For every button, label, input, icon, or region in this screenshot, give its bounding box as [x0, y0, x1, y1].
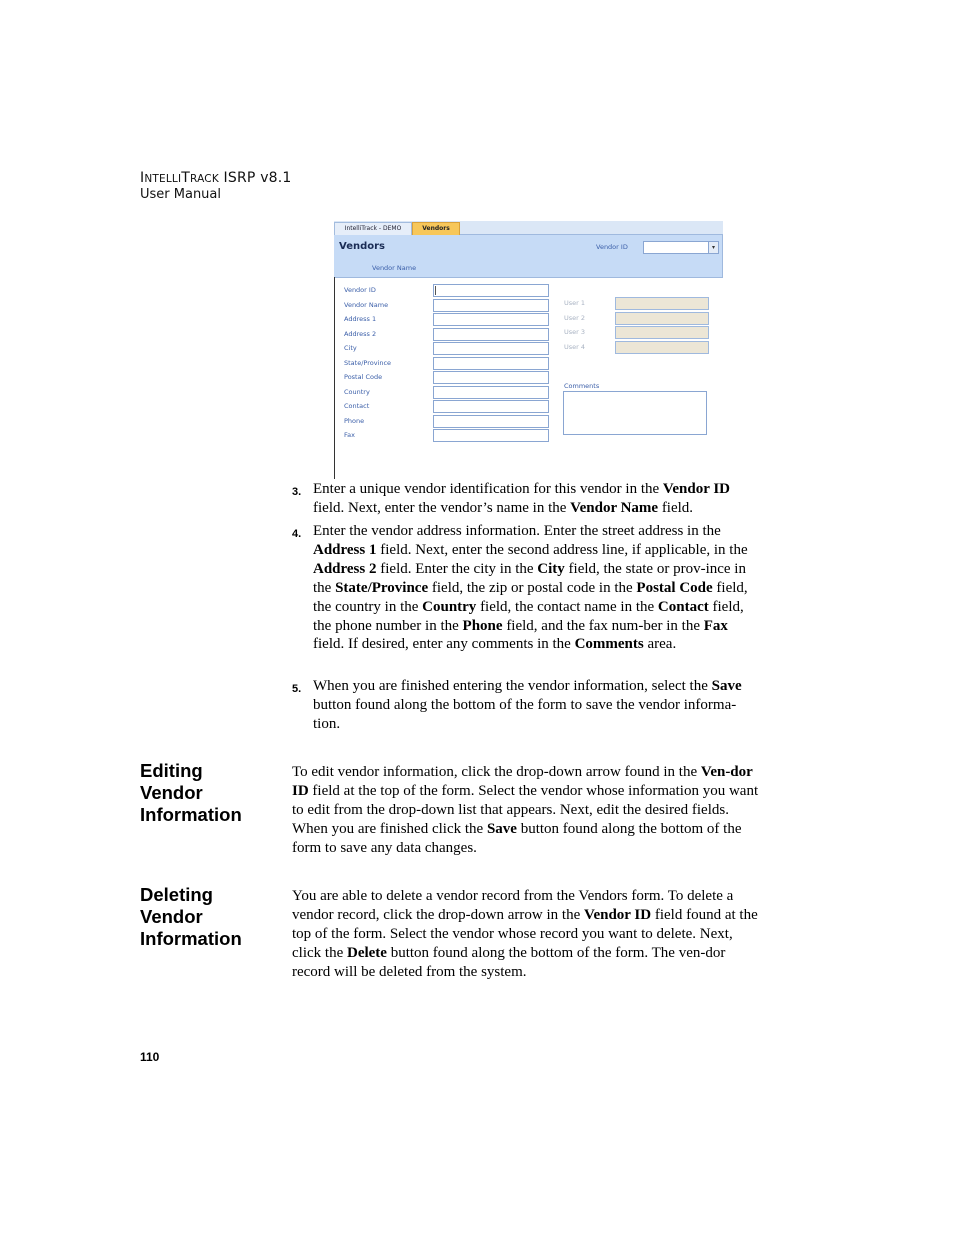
page-number: 110	[140, 1050, 160, 1064]
text-run: field. Enter the city in the	[376, 560, 538, 577]
field-label-vendor-id: Vendor ID	[344, 286, 376, 294]
field-state-province[interactable]	[433, 357, 549, 370]
field-label-user-4: User 4	[564, 343, 586, 351]
field-user-2[interactable]	[615, 312, 709, 325]
field-label-contact: Contact	[344, 402, 370, 410]
field-user-3[interactable]	[615, 326, 709, 339]
form-left-border	[334, 277, 335, 479]
text-run: field. Next, enter the second address line, if applicable, in the	[376, 541, 748, 558]
heading-line: Editing	[140, 760, 203, 781]
text-run: field, the country in the	[313, 579, 748, 615]
vendor-id-combo[interactable]	[643, 241, 719, 254]
field-city[interactable]	[433, 342, 549, 355]
step-number: 4.	[292, 528, 302, 540]
step-text	[313, 522, 758, 654]
bold-term: Fax	[703, 617, 728, 634]
bold-term: Save	[486, 820, 517, 837]
section-paragraph	[292, 887, 762, 982]
field-user-1[interactable]	[615, 297, 709, 310]
text-run: button found along the bottom of the form. The ven-dor record will be deleted from the system.	[292, 944, 726, 980]
field-label-user-2: User 2	[564, 314, 586, 322]
comments-label: Comments	[564, 382, 600, 390]
field-label-state-province: State/Province	[344, 359, 392, 367]
text-run: You are able to delete a vendor record from the Vendors form. To delete a vendor record, click the drop-down arrow in the	[292, 888, 734, 923]
heading-line: Vendor	[140, 906, 203, 927]
text-run: field at the top of the form. Select the vendor whose information you want to edit from the drop-down list that appears. Next, edit the desired fields. When you are finished click the	[292, 782, 759, 837]
step-text	[313, 677, 758, 734]
field-label-country: Country	[344, 388, 370, 396]
bold-term: Country	[422, 598, 477, 615]
field-label-fax: Fax	[344, 431, 355, 439]
bold-term: City	[537, 560, 565, 577]
step-item	[292, 480, 758, 518]
text-run: button found along the bottom of the form to save the vendor informa-tion.	[313, 696, 737, 732]
vendor-id-lookup-label: Vendor ID	[596, 243, 628, 251]
step-item	[292, 522, 758, 654]
field-label-postal-code: Postal Code	[344, 373, 383, 381]
vendor-name-header-label: Vendor Name	[372, 264, 417, 272]
field-user-4[interactable]	[615, 341, 709, 354]
field-fax[interactable]	[433, 429, 549, 442]
field-label-user-1: User 1	[564, 299, 586, 307]
heading-line: Deleting	[140, 884, 213, 905]
text-run: field.	[658, 499, 694, 516]
text-run: field, the zip or postal code in the	[428, 579, 637, 596]
field-vendor-id[interactable]	[433, 284, 549, 297]
field-label-address-1: Address 1	[344, 315, 377, 323]
bold-term: Delete	[346, 944, 387, 961]
text-run: Enter a unique vendor identification for this vendor in the	[313, 481, 663, 497]
text-run: When you are finished entering the vendor information, select the	[313, 678, 712, 694]
field-phone[interactable]	[433, 415, 549, 428]
comments-field[interactable]	[563, 391, 707, 435]
field-address-2[interactable]	[433, 328, 549, 341]
running-header-subtitle: User Manual	[140, 187, 222, 202]
step-number: 5.	[292, 683, 302, 695]
text-run: To edit vendor information, click the drop-down arrow found in the	[292, 764, 701, 780]
form-title: Vendors	[339, 241, 386, 252]
section-heading	[140, 760, 242, 826]
tab-intellitrack-demo[interactable]: IntelliTrack - DEMO	[334, 222, 412, 235]
text-run: field. If desired, enter any comments in the	[313, 636, 575, 653]
form-tab-bar	[334, 221, 723, 235]
bold-term: Save	[711, 678, 742, 694]
field-contact[interactable]	[433, 400, 549, 413]
heading-line: Information	[140, 804, 242, 825]
text-run: field, and the fax num-ber in the	[502, 617, 704, 634]
text-caret	[435, 286, 436, 295]
step-number: 3.	[292, 486, 302, 498]
text-run: field. Next, enter the vendor’s name in the	[313, 499, 571, 516]
field-label-city: City	[344, 344, 357, 352]
chevron-down-icon[interactable]: ▾	[708, 242, 718, 253]
field-label-vendor-name: Vendor Name	[344, 301, 389, 309]
step-text	[313, 480, 758, 518]
tab-vendors[interactable]: Vendors	[412, 222, 460, 235]
bold-term: Vendor ID	[662, 481, 731, 497]
field-postal-code[interactable]	[433, 371, 549, 384]
heading-line: Information	[140, 928, 242, 949]
text-run: field found at the top of the form. Select the vendor whose record you want to delete. Next, click the	[292, 906, 758, 961]
text-run: area.	[643, 636, 677, 653]
text-run: button found along the bottom of the form to save any data changes.	[292, 820, 742, 856]
text-run: field, the state or prov-ince in the	[313, 560, 746, 596]
bold-term: Address 2	[313, 560, 377, 577]
vendors-form-screenshot	[334, 221, 723, 479]
bold-term: Address 1	[313, 541, 377, 558]
section-paragraph	[292, 763, 762, 858]
field-country[interactable]	[433, 386, 549, 399]
field-vendor-name[interactable]	[433, 299, 549, 312]
field-label-user-3: User 3	[564, 328, 586, 336]
bold-term: Vendor Name	[570, 499, 659, 516]
text-run: field, the contact name in the	[476, 598, 658, 615]
step-item	[292, 677, 758, 734]
field-label-address-2: Address 2	[344, 330, 377, 338]
field-label-phone: Phone	[344, 417, 365, 425]
bold-term: State/Province	[335, 579, 429, 596]
heading-line: Vendor	[140, 782, 203, 803]
field-address-1[interactable]	[433, 313, 549, 326]
text-run: field, the phone number in the	[313, 598, 744, 634]
bold-term: Phone	[462, 617, 503, 634]
running-header-title: INTELLITRACK ISRP v8.1	[140, 170, 292, 186]
bold-term: Postal Code	[636, 579, 713, 596]
text-run: Enter the vendor address information. Enter the street address in the	[313, 523, 721, 539]
section-heading	[140, 884, 242, 950]
bold-term: Ven-dor ID	[292, 764, 753, 799]
bold-term: Comments	[574, 636, 644, 653]
bold-term: Vendor ID	[583, 906, 652, 923]
bold-term: Contact	[657, 598, 709, 615]
